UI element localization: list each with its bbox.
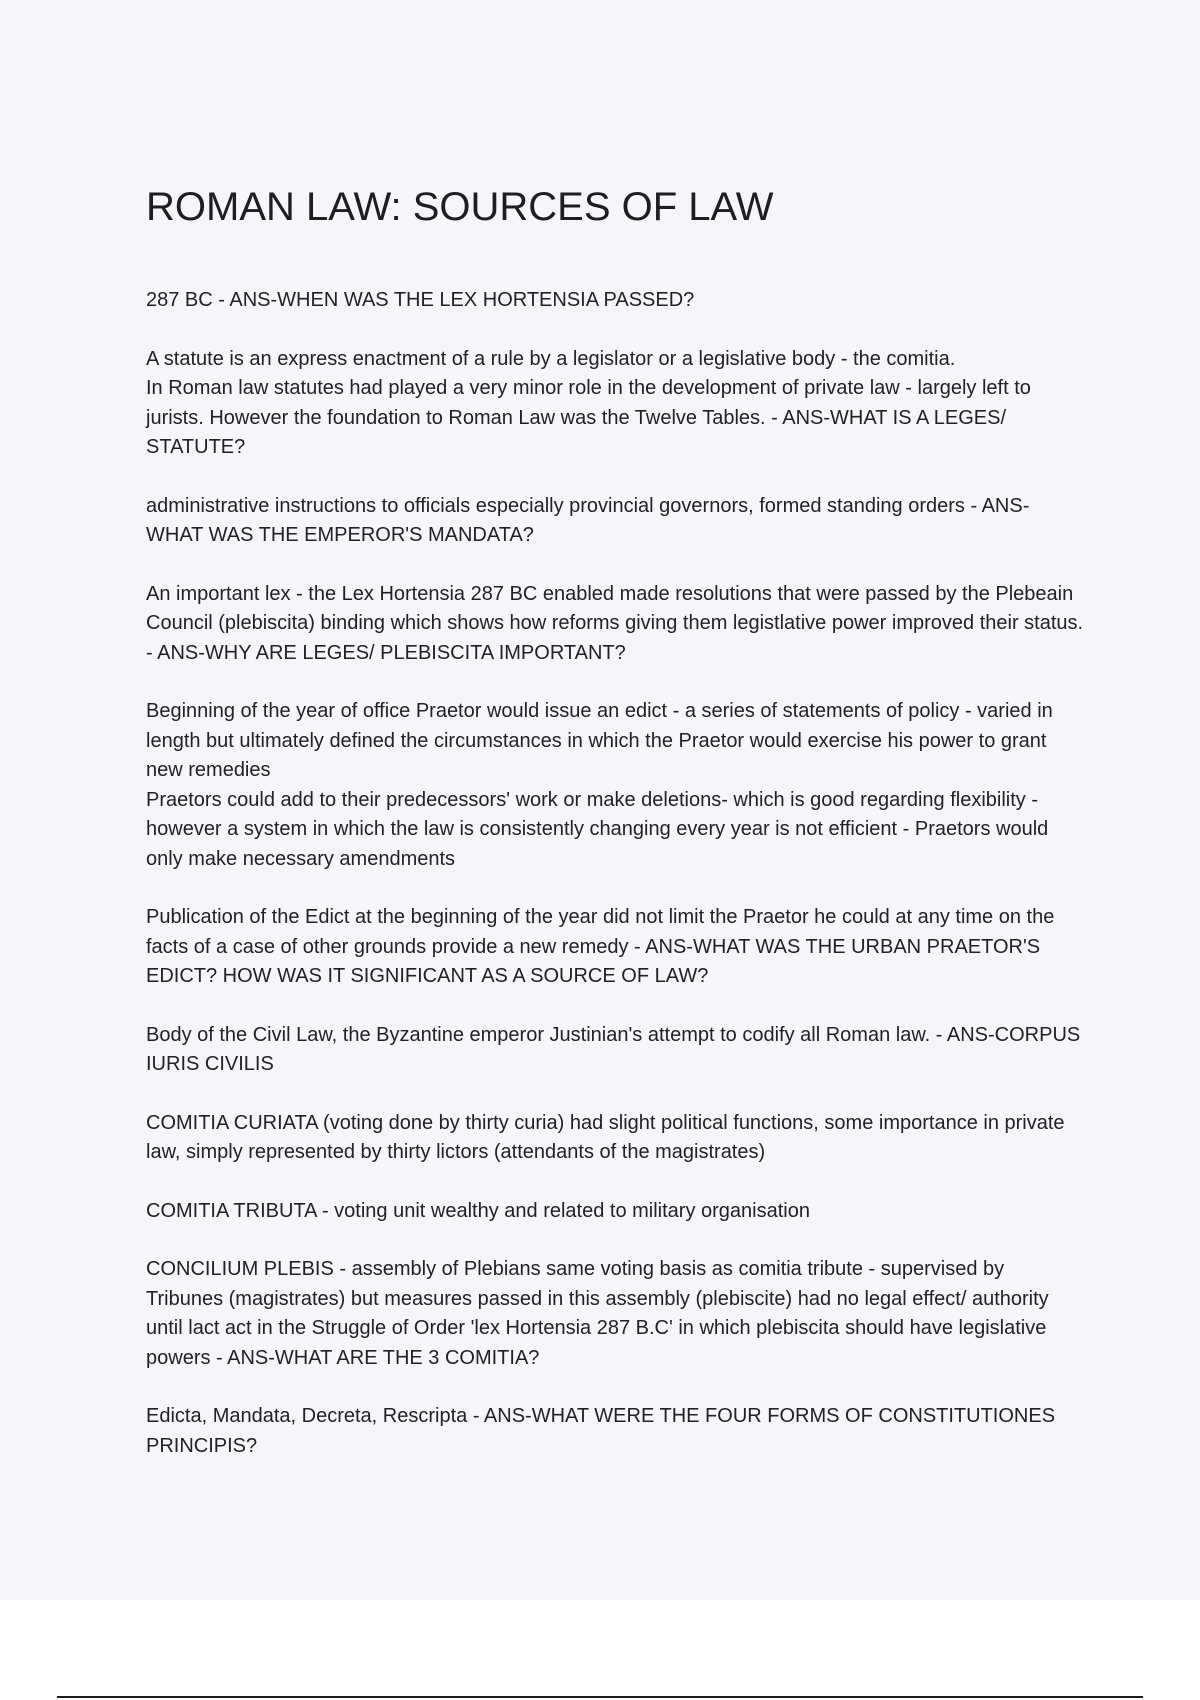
entry-text: administrative instructions to officials especially provincial governors, formed standing orders - ANS-WHAT WAS THE EMPEROR'S MANDATA? [146,494,1030,546]
entry-text: Body of the Civil Law, the Byzantine emperor Justinian's attempt to codify all Roman law. - ANS-CORPUS IURIS CIVILIS [146,1023,1081,1075]
qa-entry [146,1255,1086,1373]
page-title: ROMAN LAW: SOURCES OF LAW [146,185,774,229]
qa-entry [146,345,1086,463]
entry-text: COMITIA CURIATA (voting done by thirty curia) had slight political functions, some importance in private law, simply represented by thirty lictors (attendants of the magistrates) [146,1111,1065,1163]
qa-entry [146,697,1086,874]
qa-entry [146,492,1086,551]
qa-entry [146,903,1086,992]
qa-entry [146,286,1086,316]
page-divider [57,1696,1143,1698]
entry-text: COMITIA TRIBUTA - voting unit wealthy and related to military organisation [146,1199,810,1222]
entry-text: Praetors could add to their predecessors' work or make deletions- which is good regarding flexibility - however a system in which the law is consistently changing every year is not efficient - Praetors would only make necessary amendments [146,788,1049,870]
entry-text: Publication of the Edict at the beginning of the year did not limit the Praetor he could at any time on the facts of a case of other grounds provide a new remedy - ANS-WHAT WAS THE URBAN PRAETOR'S EDICT? HOW WAS IT SIGNIFICANT AS A SOURCE OF LAW? [146,906,1055,987]
entry-text: A statute is an express enactment of a rule by a legislator or a legislative body - the comitia. [146,347,956,370]
entry-text: CONCILIUM PLEBIS - assembly of Plebians same voting basis as comitia tribute - supervised by Tribunes (magistrates) but measures passed in this assembly (plebiscite) had no legal effect/ authority until lact act in the Struggle of Order 'lex Hortensia 287 B.C' in which plebiscita should have legislative powers - ANS-WHAT ARE THE 3 COMITIA? [146,1258,1049,1369]
qa-entry [146,1197,1086,1227]
entry-text: Beginning of the year of office Praetor would issue an edict - a series of statements of policy - varied in length but ultimately defined the circumstances in which the Praetor would exercise his power to grant new remedies [146,700,1053,781]
qa-entry [146,1402,1086,1461]
entry-text: 287 BC - ANS-WHEN WAS THE LEX HORTENSIA PASSED? [146,289,695,311]
entry-text: Edicta, Mandata, Decreta, Rescripta - ANS-WHAT WERE THE FOUR FORMS OF CONSTITUTIONES PRINCIPIS? [146,1405,1056,1457]
entry-text: An important lex - the Lex Hortensia 287 BC enabled made resolutions that were passed by the Plebeain Council (plebiscita) binding which shows how reforms giving them legistlative power improved their status. - ANS-WHY ARE LEGES/ PLEBISCITA IMPORTANT? [146,582,1084,664]
qa-entry [146,1109,1086,1168]
qa-entry [146,1021,1086,1080]
qa-entry [146,580,1086,669]
entry-text: In Roman law statutes had played a very minor role in the development of private law - largely left to jurists. However the foundation to Roman Law was the Twelve Tables. - ANS-WHAT IS A LEGES/ STATUTE? [146,377,1031,458]
document-content [146,178,1086,1490]
